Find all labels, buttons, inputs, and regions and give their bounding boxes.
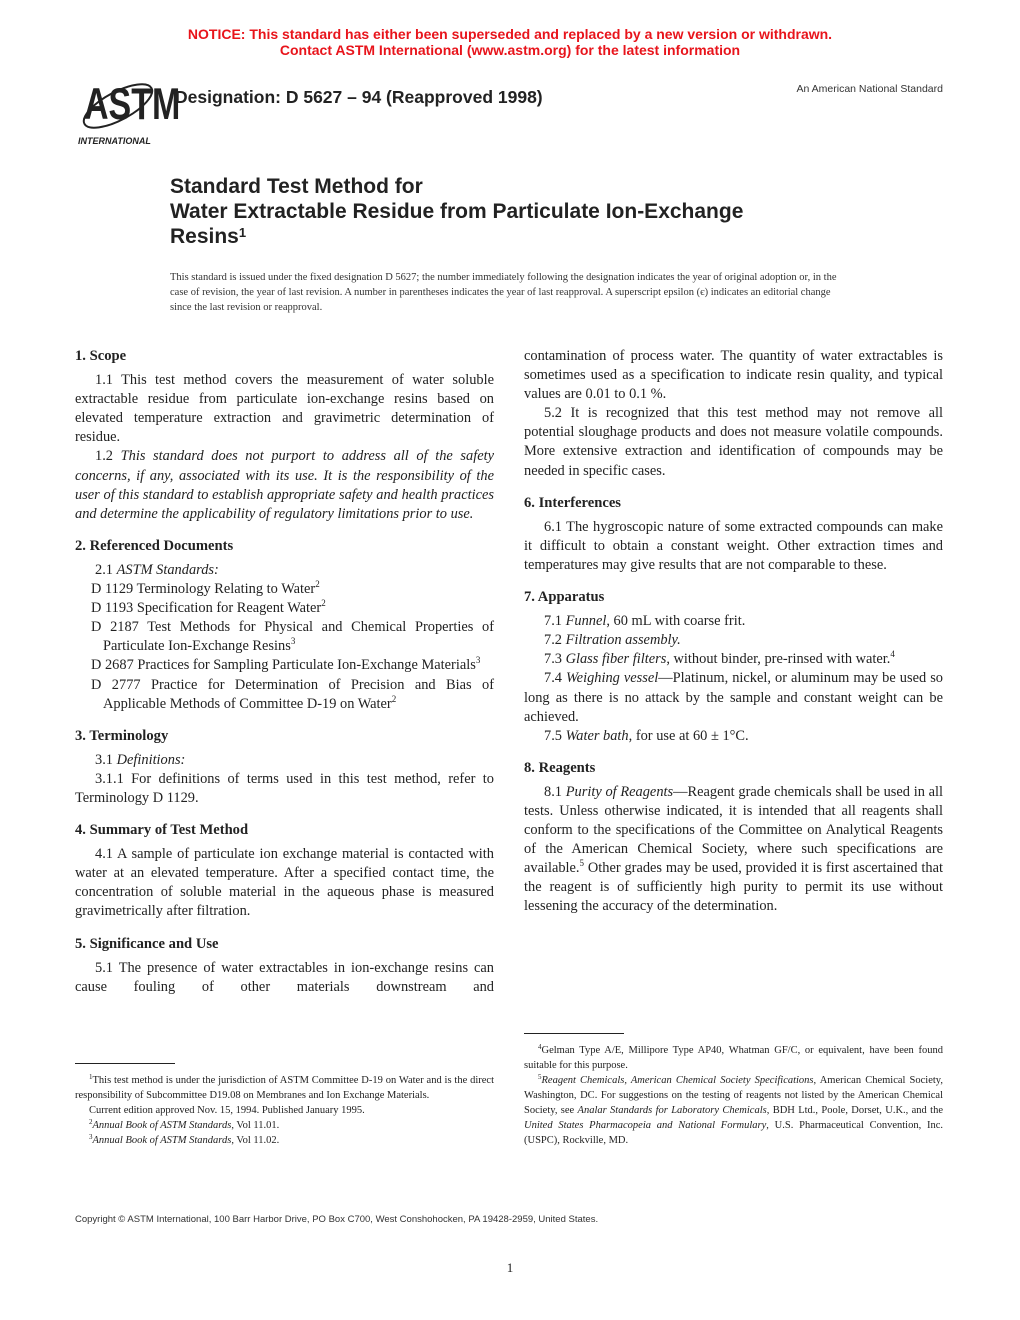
section-heading <box>524 588 943 607</box>
footnote-mark: 4 <box>538 1043 542 1051</box>
italic-text: Purity of Reagents <box>565 783 674 800</box>
footnotes-right <box>524 1043 943 1148</box>
text: D 1129 Terminology Relating to Water <box>91 581 316 598</box>
text: 5. Significance and Use <box>75 935 219 952</box>
section-heading <box>75 537 494 556</box>
text: D 1193 Specification for Reagent Water <box>91 600 322 617</box>
title-line-3 <box>170 224 743 249</box>
section-heading <box>75 727 494 746</box>
title-line-3-text: Resins <box>170 225 239 248</box>
footnote <box>75 1133 494 1148</box>
astm-logo-icon <box>76 76 181 146</box>
italic-text: Annual Book of ASTM Standards <box>92 1120 232 1131</box>
text: Current edition approved Nov. 15, 1994. Published January 1995. <box>89 1105 365 1116</box>
paragraph <box>75 561 494 580</box>
text: 2.1 <box>95 561 117 578</box>
footnote-mark: 4 <box>890 649 895 660</box>
text: D 2187 Test Methods for Physical and Chemical Properties of Particulate Ion-Exchange Resins <box>91 619 494 655</box>
referenced-document <box>75 618 494 656</box>
document-title <box>170 174 743 249</box>
italic-text: Water bath <box>565 727 629 744</box>
paragraph <box>524 347 943 404</box>
text: 3.1 <box>95 751 117 768</box>
paragraph <box>524 650 943 669</box>
paragraph <box>75 959 494 997</box>
text: 2. Referenced Documents <box>75 537 234 554</box>
text: , without binder, pre-rinsed with water. <box>666 651 891 668</box>
footnote <box>524 1073 943 1148</box>
paragraph <box>75 371 494 447</box>
text: 1.2 <box>95 448 121 465</box>
copyright: Copyright © ASTM International, 100 Barr Harbor Drive, PO Box C700, West Conshohocken, PA 19428-2959, United States. <box>75 1214 599 1225</box>
section-heading <box>75 935 494 954</box>
text: 7.2 <box>544 632 566 649</box>
footnote <box>524 1043 943 1073</box>
text: 7.3 <box>544 651 566 668</box>
text: , BDH Ltd., Poole, Dorset, U.K., and the <box>766 1105 943 1116</box>
text: 8. Reagents <box>524 759 596 776</box>
footnotes-left <box>75 1073 494 1148</box>
paragraph <box>75 845 494 921</box>
footnote-mark: 2 <box>89 1118 93 1126</box>
italic-text: Analar Standards for Laboratory Chemicals <box>577 1105 767 1116</box>
paragraph <box>524 783 943 917</box>
text: 4. Summary of Test Method <box>75 822 249 839</box>
italic-text: Reagent Chemicals, American Chemical Society Specifications <box>541 1075 814 1086</box>
italic-text: Definitions: <box>116 751 186 768</box>
text: This test method is under the jurisdiction of ASTM Committee D-19 on Water and is the direct responsibility of Subcommittee D19.08 on Membranes and Ion Exchange Materials. <box>75 1075 494 1101</box>
text: D 2687 Practices for Sampling Particulate Ion-Exchange Materials <box>91 657 476 674</box>
paragraph <box>524 518 943 575</box>
american-national-standard-label: An American National Standard <box>796 83 943 95</box>
paragraph <box>75 751 494 770</box>
text: contamination of process water. The quantity of water extractables is sometimes used as a specification to indicate resin quality, and typical values are 0.01 to 0.1 %. <box>524 348 943 403</box>
text: 5.1 The presence of water extractables in ion-exchange resins can cause fouling of other materials downstream and <box>75 959 494 995</box>
footnote-mark: 2 <box>315 579 320 590</box>
italic-text: Glass fiber filters <box>565 651 667 668</box>
notice-line-2: Contact ASTM International (www.astm.org) for the latest information <box>279 41 741 58</box>
text: , 60 mL with coarse frit. <box>606 613 746 630</box>
section-heading <box>75 347 494 366</box>
text: , for use at 60 ± 1°C. <box>628 727 749 744</box>
footnote-mark: 5 <box>579 858 585 869</box>
footnote <box>75 1073 494 1103</box>
paragraph <box>524 631 943 650</box>
section-heading <box>524 494 943 513</box>
footnote-mark: 3 <box>290 636 296 647</box>
footnote-divider-right <box>524 1033 624 1034</box>
paragraph <box>524 404 943 480</box>
footnote-mark: 1 <box>89 1073 93 1081</box>
text: —Platinum, nickel, or aluminum may be used so long as there is no attack by the sample and constant weight can be achieved. <box>524 670 943 725</box>
footnote-mark: 2 <box>321 598 326 609</box>
italic-text: Filtration assembly. <box>565 632 681 649</box>
footnote <box>75 1103 494 1118</box>
text: 3. Terminology <box>75 727 169 744</box>
footnote-mark: 3 <box>475 655 481 666</box>
page-number: 1 <box>506 1260 514 1275</box>
text: Other grades may be used, provided it is first ascertained that the reagent is of sufficiently high purity to permit its use without lessening the accuracy of the determination. <box>524 860 943 915</box>
notice-line-1: NOTICE: This standard has either been superseded and replaced by a new version or withdrawn. <box>187 26 833 42</box>
text: 1.1 This test method covers the measurement of water soluble extractable residue from particulate ion-exchange resins based on elevated temperature extraction and gravimetric determination of residue. <box>75 372 494 446</box>
paragraph <box>524 669 943 726</box>
paragraph <box>524 727 943 746</box>
text: , Vol 11.02. <box>231 1135 280 1146</box>
withdrawn-notice <box>0 27 1020 58</box>
text: , American Chemical Society, Washington, DC. For suggestions on the testing of reagents not listed by the American Chemical Society, see <box>524 1075 943 1116</box>
svg-text:INTERNATIONAL: INTERNATIONAL <box>78 136 151 146</box>
paragraph <box>75 447 494 523</box>
footnote-divider-left <box>75 1063 175 1064</box>
text: 3.1.1 For definitions of terms used in this test method, refer to Terminology D 1129. <box>75 770 494 806</box>
text: , U.S. Pharmaceutical Convention, Inc. (USPC), Rockville, MD. <box>524 1120 944 1146</box>
text: 1. Scope <box>75 348 127 364</box>
referenced-document <box>75 676 494 714</box>
footnote-mark: 2 <box>391 693 397 704</box>
text: 7.5 <box>544 727 566 744</box>
footnote <box>75 1118 494 1133</box>
title-line-2: Water Extractable Residue from Particulate Ion-Exchange <box>170 200 744 223</box>
text: 8.1 <box>544 783 566 800</box>
italic-text: Funnel <box>565 613 607 630</box>
referenced-document <box>75 580 494 599</box>
italic-text: United States Pharmacopeia and National Formulary <box>524 1120 767 1131</box>
text: 7. Apparatus <box>524 589 605 606</box>
title-footnote-mark: 1 <box>238 225 247 240</box>
text: 5.2 It is recognized that this test method may not remove all potential sloughage products and does not measure volatile compounds. More extensive extraction and identification of compounds may be needed in specific cases. <box>524 405 943 479</box>
text: 4.1 A sample of particulate ion exchange material is contacted with water at an elevated temperature. After a specified contact time, the concentration of soluble material in the aqueous phase is measured gravimetrically after filtration. <box>75 846 494 920</box>
text: 7.1 <box>544 613 566 630</box>
footnote-mark: 5 <box>538 1073 542 1081</box>
italic-text: This standard does not purport to address all of the safety concerns, if any, associated with its use. It is the responsibility of the user of this standard to establish appropriate safety and health practices and determine the applicability of regulatory limitations prior to use. <box>75 448 494 522</box>
text: D 2777 Practice for Determination of Precision and Bias of Applicable Methods of Committee D-19 on Water <box>91 676 494 712</box>
text: 6.1 The hygroscopic nature of some extracted compounds can make it difficult to obtain a constant weight. Other extraction times and temperatures may give results that are not comparable to these. <box>524 518 943 573</box>
designation: Designation: D 5627 – 94 (Reapproved 1998) <box>175 87 543 107</box>
paragraph <box>75 770 494 808</box>
right-column <box>524 347 943 917</box>
text: , Vol 11.01. <box>231 1120 280 1131</box>
referenced-document <box>75 656 494 675</box>
text: —Reagent grade chemicals shall be used in all tests. Unless otherwise indicated, it is intended that all reagents shall conform to the specifications of the Committee on Analytical Reagents of the American Chemical Society, where such specifications are available. <box>524 783 944 877</box>
italic-text: Weighing vessel <box>566 670 659 687</box>
italic-text: ASTM Standards: <box>116 561 219 578</box>
text: 7.4 <box>544 670 567 687</box>
text: 6. Interferences <box>524 494 621 511</box>
left-column <box>75 347 494 997</box>
referenced-document <box>75 599 494 618</box>
issued-note: This standard is issued under the fixed designation D 5627; the number immediately following the designation indicates the year of original adoption or, in the case of revision, the year of last revision. A number in parentheses indicates the year of last reapproval. A superscript epsilon (є) indicates an editorial change since the last revision or reapproval. <box>170 272 837 313</box>
svg-text:ASTM: ASTM <box>84 79 181 129</box>
italic-text: Annual Book of ASTM Standards <box>92 1135 232 1146</box>
paragraph <box>524 612 943 631</box>
text: Gelman Type A/E, Millipore Type AP40, Whatman GF/C, or equivalent, have been found suitable for this purpose. <box>524 1045 943 1071</box>
footnote-mark: 3 <box>89 1133 93 1141</box>
section-heading <box>524 759 943 778</box>
section-heading <box>75 821 494 840</box>
title-line-1: Standard Test Method for <box>170 175 423 198</box>
